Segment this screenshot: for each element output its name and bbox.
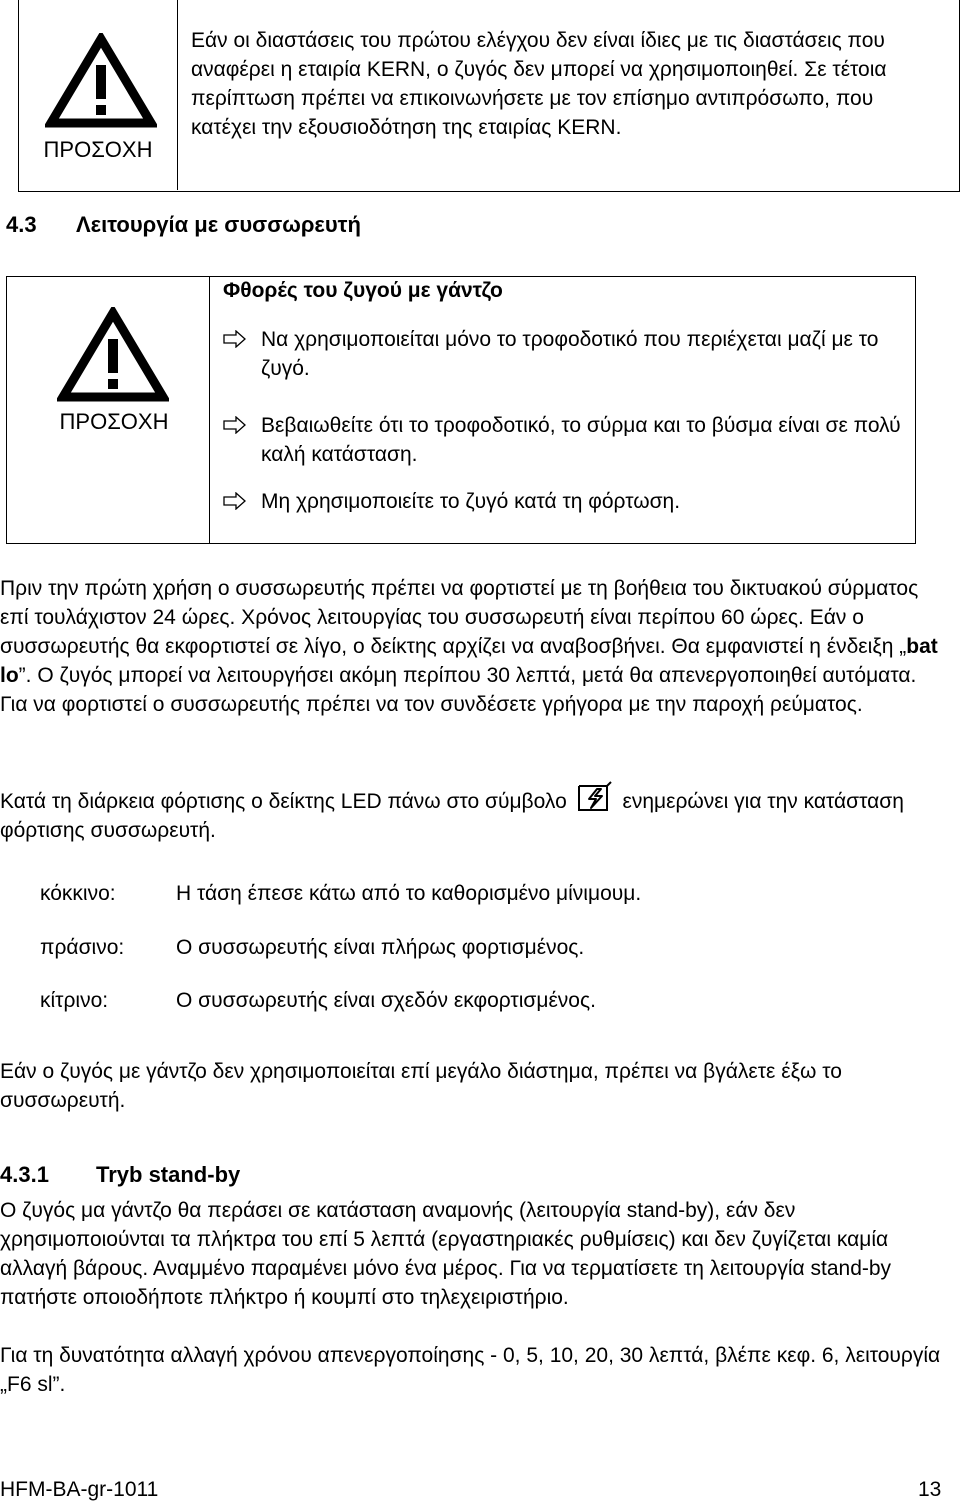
- warning-box-1: [18, 0, 960, 192]
- paragraph-battery-charging: [0, 574, 948, 719]
- warning-heading: Φθορές του ζυγού με γάντζο: [223, 279, 503, 302]
- warning-text: Εάν οι διαστάσεις του πρώτου ελέγχου δεν είναι ίδιες με τις διαστάσεις που αναφέρει η εταιρία KERN, ο ζυγός δεν μπορεί να χρησιμοποιηθεί. Σε τέτοια περίπτωση πρέπει να επικοινωνήσετε με τον επίσημο αντιπρόσωπο, που κατέχει την εξουσιοδότηση της εταιρίας KERN.: [191, 29, 887, 139]
- bullet-item: [223, 411, 903, 471]
- led-color-label: κόκκινο:: [40, 882, 116, 905]
- paragraph-led: [0, 780, 948, 845]
- arrow-right-icon: [223, 416, 247, 434]
- subsection-title: Tryb stand-by: [96, 1162, 241, 1187]
- led-color-label: πράσινο:: [40, 936, 125, 959]
- warning-box-divider: [177, 0, 178, 190]
- section-number: 4.3: [6, 212, 37, 237]
- paragraph-text: Πριν την πρώτη χρήση ο συσσωρευτής πρέπει να φορτιστεί με τη βοήθεια του δικτυακού σύρματος επί τουλάχιστον 24 ώρες. Χρόνος λειτουργίας του συσσωρευτή είναι περίπου 60 ώρες. Εάν ο συσσωρευτής θα εκφορτιστεί σε λίγο, ο δείκτης αρχίζει να αναβοσβήνει. Θα εμφανιστεί η ένδειξη „: [0, 577, 919, 658]
- bullet-item: [223, 325, 903, 385]
- warning-box-2: [6, 276, 916, 544]
- led-description: Η τάση έπεσε κάτω από το καθορισμένο μίνιμουμ.: [176, 882, 642, 905]
- paragraph-standby: Ο ζυγός μα γάντζο θα περάσει σε κατάσταση αναμονής (λειτουργία stand-by), εάν δεν χρησιμοποιούνται τα πλήκτρα του επί 5 λεπτά (εργαστηριακές ρυθμίσεις) και δεν ζυγίζεται καμία αλλαγή βάρους. Αναμμένο παραμένει μόνο ένα μέρος. Για να τερματίσετε τη λειτουργία stand-by πατήστε οποιοδήποτε πλήκτρο ή κουμπί στο τηλεχειριστήριο.: [0, 1199, 892, 1309]
- bullet-text: Να χρησιμοποιείται μόνο το τροφοδοτικό που περιέχεται μαζί με το ζυγό.: [261, 328, 879, 380]
- warning-label: ΠΡΟΣΟΧΗ: [59, 409, 169, 434]
- arrow-right-icon: [223, 330, 247, 348]
- paragraph-text: ”. Ο ζυγός μπορεί να λειτουργήσει ακόμη περίπου 30 λεπτά, μετά θα απενεργοποιηθεί αυτόματα. Για να φορτιστεί ο συσσωρευτής πρέπει να τον συνδέσετε γρήγορα με την παροχή ρεύματος.: [0, 664, 917, 716]
- paragraph-remove-battery: Εάν ο ζυγός με γάντζο δεν χρησιμοποιείται επί μεγάλο διάστημα, πρέπει να βγάλετε έξω το συσσωρευτή.: [0, 1060, 842, 1112]
- led-color-label: κίτρινο:: [40, 989, 109, 1012]
- footer-doc-id: HFM-BA-gr-1011: [0, 1478, 159, 1501]
- led-description: Ο συσσωρευτής είναι σχεδόν εκφορτισμένος.: [176, 989, 596, 1012]
- bullet-text: Βεβαιωθείτε ότι το τροφοδοτικό, το σύρμα και το βύσμα είναι σε πολύ καλή κατάσταση.: [261, 414, 901, 466]
- battery-charge-symbol-icon: [577, 780, 613, 812]
- bullet-text: Μη χρησιμοποιείτε το ζυγό κατά τη φόρτωση.: [261, 490, 681, 513]
- paragraph-standby-time: Για τη δυνατότητα αλλαγή χρόνου απενεργοποίησης - 0, 5, 10, 20, 30 λεπτά, βλέπε κεφ. 6, λειτουργία „F6 sl”.: [0, 1344, 941, 1396]
- section-title: Λειτουργία με συσσωρευτή: [76, 212, 361, 237]
- arrow-right-icon: [223, 492, 247, 510]
- display-indication: bat lo: [0, 635, 938, 687]
- subsection-number: 4.3.1: [0, 1162, 49, 1187]
- paragraph-text: ενημερώνει για την κατάσταση φόρτισης συσσωρευτή.: [0, 790, 904, 842]
- led-description: Ο συσσωρευτής είναι πλήρως φορτισμένος.: [176, 936, 585, 959]
- bullet-item: [223, 487, 903, 517]
- warning-triangle-icon: [57, 307, 169, 403]
- footer-page-number: 13: [918, 1478, 942, 1501]
- warning-triangle-icon: [45, 33, 157, 129]
- paragraph-text: Κατά τη διάρκεια φόρτισης ο δείκτης LED πάνω στο σύμβολο: [0, 790, 567, 813]
- warning-label: ΠΡΟΣΟΧΗ: [43, 137, 153, 162]
